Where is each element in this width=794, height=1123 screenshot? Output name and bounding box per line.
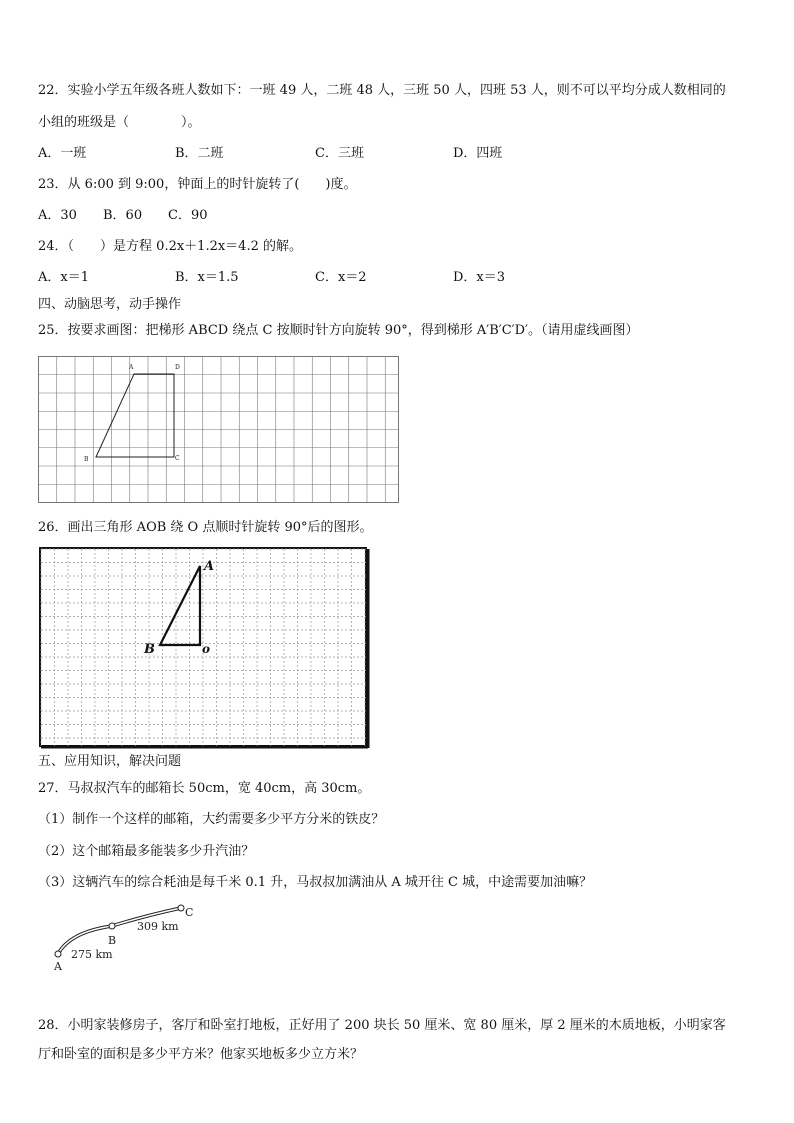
trapezoid-abcd	[96, 374, 174, 457]
q24-option-b: B．x＝1.5	[175, 270, 239, 285]
q24-option-d: D．x＝3	[453, 270, 506, 285]
q26-text: 26．画出三角形 AOB 绕 O 点顺时针旋转 90°后的图形。	[38, 520, 373, 535]
q27-sub1: （1）制作一个这样的邮箱，大约需要多少平方分米的铁皮？	[38, 812, 385, 827]
q24-text: 24．（ ）是方程 0.2x＋1.2x＝4.2 的解。	[38, 239, 302, 254]
city-a: A	[54, 960, 62, 973]
q23-option-a: A．30	[38, 208, 77, 223]
label-o: o	[202, 642, 211, 656]
q28-line1: 28．小明家装修房子，客厅和卧室打地板，正好用了 200 块长 50 厘米、宽 80 厘米，厚 2 厘米的木质地板，小明家客	[38, 1018, 726, 1033]
distance-ab: 275 km	[71, 948, 113, 961]
q22-option-c: C．三班	[315, 146, 364, 161]
route-diagram	[48, 900, 208, 975]
q22-option-d: D．四班	[453, 146, 503, 161]
q23-text: 23．从 6:00 到 9:00，钟面上的时针旋转了( )度。	[38, 177, 357, 192]
q23-option-c: C．90	[168, 208, 208, 223]
label-c: C	[175, 455, 180, 462]
q22-line1: 22．实验小学五年级各班人数如下：一班 49 人，二班 48 人，三班 50 人，四班 53 人，则不可以平均分成人数相同的	[38, 83, 726, 98]
label-a: A	[129, 364, 134, 371]
label-b: B	[84, 456, 89, 463]
q25-grid-figure	[38, 356, 400, 504]
q23-option-b: B．60	[103, 208, 143, 223]
q26-grid-figure	[38, 546, 370, 750]
q27-text: 27．马叔叔汽车的邮箱长 50cm，宽 40cm，高 30cm。	[38, 781, 371, 796]
triangle-aob	[160, 566, 200, 645]
q27-sub3: （3）这辆汽车的综合耗油是每千米 0.1 升，马叔叔加满油从 A 城开往 C 城，中途需要加油嘛？	[38, 875, 593, 890]
q22-line2: 小组的班级是（ ）。	[38, 115, 201, 130]
q25-text: 25．按要求画图：把梯形 ABCD 绕点 C 按顺时针方向旋转 90°，得到梯形 A′B′C′D′。（请用虚线画图）	[38, 323, 639, 338]
q22-option-b: B．二班	[175, 146, 224, 161]
section-5-heading: 五、应用知识，解决问题	[38, 754, 182, 769]
q24-option-c: C．x＝2	[315, 270, 367, 285]
city-b: B	[108, 934, 117, 947]
label-d: D	[175, 364, 180, 371]
q22-option-a: A．一班	[38, 146, 87, 161]
label-b: B	[144, 642, 155, 657]
q24-option-a: A．x＝1	[38, 270, 89, 285]
distance-bc: 309 km	[137, 920, 179, 933]
section-4-heading: 四、动脑思考，动手操作	[38, 297, 182, 312]
q27-sub2: （2）这个邮箱最多能装多少升汽油？	[38, 844, 255, 859]
q28-line2: 厅和卧室的面积是多少平方米？他家买地板多少立方米？	[38, 1047, 364, 1062]
city-c: C	[185, 906, 194, 919]
label-a: A	[204, 559, 215, 574]
